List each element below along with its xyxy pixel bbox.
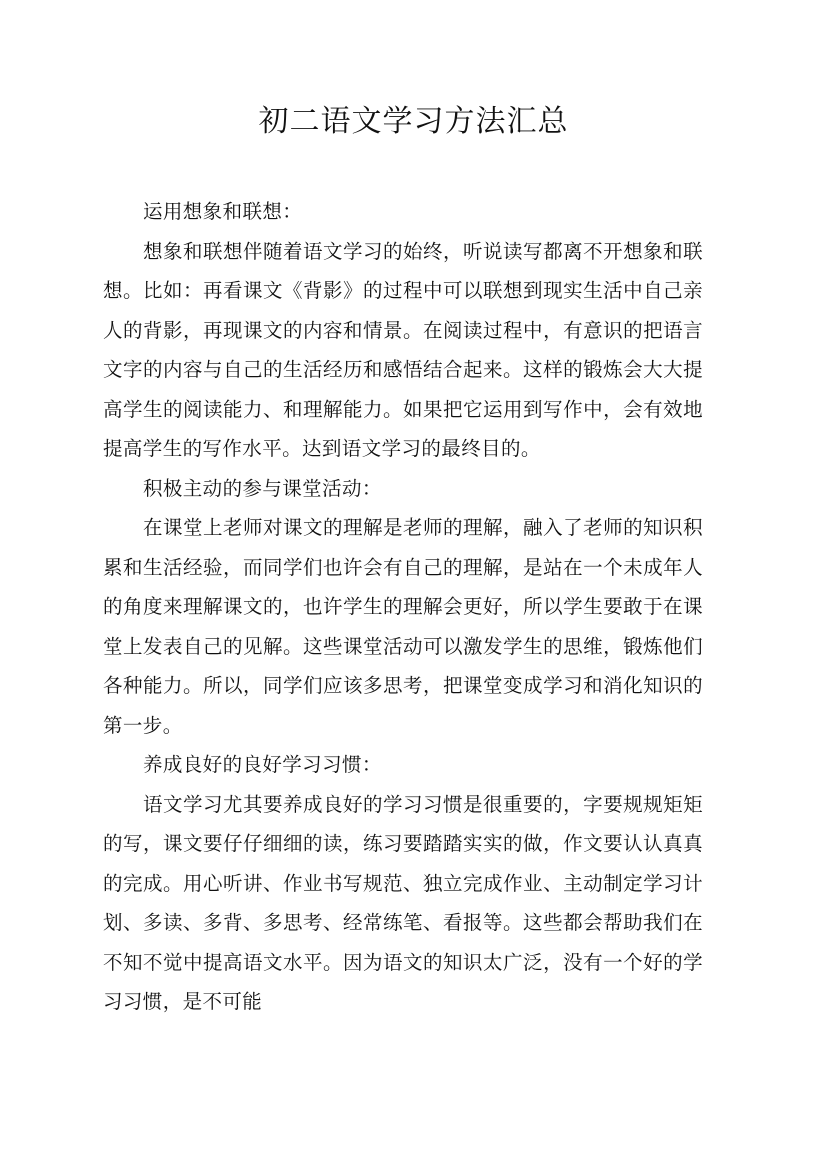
section-heading-habits: 养成良好的良好学习习惯： xyxy=(142,753,382,776)
paragraph-imagination: 想象和联想伴随着语文学习的始终，听说读写都离不开想象和联想。比如：再看课文《背影》的过程中可以联想到现实生活中自己亲人的背影，再现课文的内容和情景。在阅读过程中，有意识的把语言文字的内容与自己的生活经历和感悟结合起来。这样的锻炼会大大提高学生的阅读能力、和理解能力。如果把它运用到写作中，会有效地提高学生的写作水平。达到语文学习的最终目的。 xyxy=(103,239,703,460)
document-title: 初二语文学习方法汇总 xyxy=(258,104,569,139)
paragraph-habits: 语文学习尤其要养成良好的学习习惯是很重要的，字要规规矩矩的写，课文要仔仔细细的读，练习要踏踏实实的做，作文要认认真真的完成。用心听讲、作业书写规范、独立完成作业、主动制定学习计划、多读、多背、多思考、经常练笔、看报等。这些都会帮助我们在不知不觉中提高语文水平。因为语文的知识太广泛，没有一个好的学习习惯，是不可能 xyxy=(103,792,703,1013)
section-heading-classroom: 积极主动的参与课堂活动： xyxy=(142,476,382,500)
document-body xyxy=(103,192,703,1022)
section-heading-imagination: 运用想象和联想： xyxy=(142,200,303,223)
paragraph-classroom: 在课堂上老师对课文的理解是老师的理解，融入了老师的知识积累和生活经验，而同学们也许会有自己的理解，是站在一个未成年人的角度来理解课文的，也许学生的理解会更好，所以学生要敢于在课堂上发表自己的见解。这些课堂活动可以激发学生的思维，锻炼他们各种能力。所以，同学们应该多思考，把课堂变成学习和消化知识的第一步。 xyxy=(103,516,703,737)
